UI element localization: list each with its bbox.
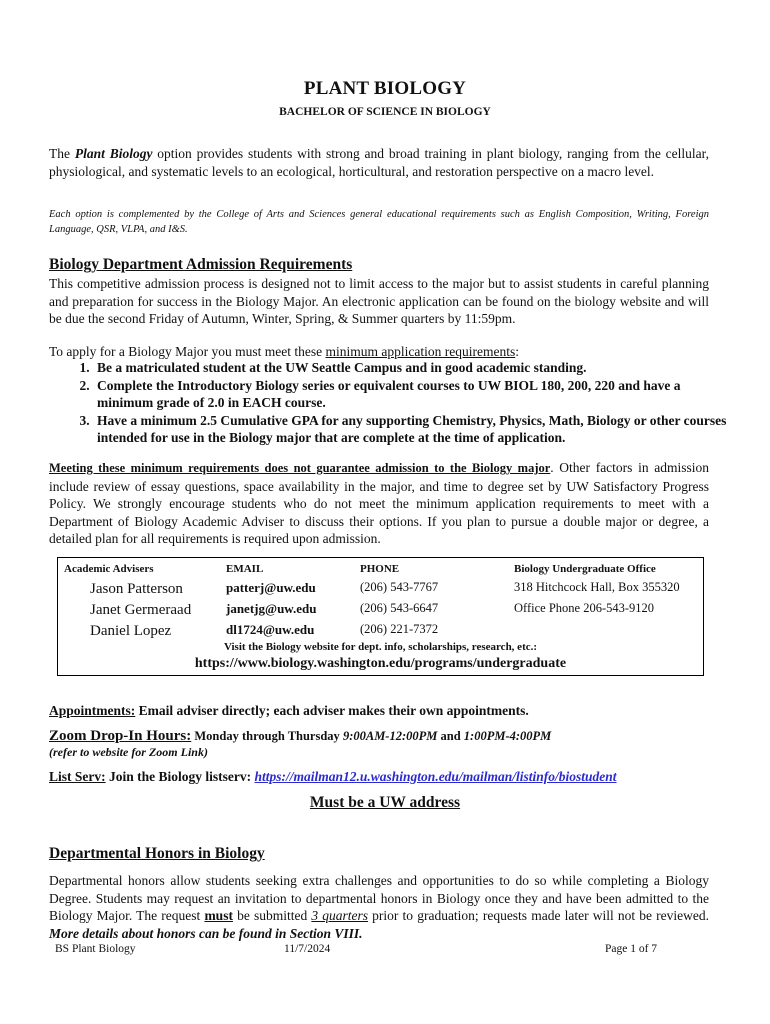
admission-heading: Biology Department Admission Requirements: [49, 256, 353, 273]
office-phone: Office Phone 206-543-9120: [514, 601, 655, 615]
listserv-label: List Serv:: [49, 769, 106, 784]
office-address: 318 Hitchcock Hall, Box 355320: [514, 580, 680, 594]
listserv-line: List Serv: Join the Biology listserv: https://mailman12.u.washington.edu/mailman/listinfo/biostudent: [49, 769, 617, 784]
footer-page-number: Page 1 of 7: [605, 943, 658, 955]
zoom-note: (refer to website for Zoom Link): [49, 745, 208, 759]
adviser-email[interactable]: dl1724@uw.edu: [226, 622, 315, 637]
adviser-phone: (206) 543-6647: [360, 601, 439, 615]
footer-date: 11/7/2024: [284, 943, 331, 955]
adviser-name: Janet Germeraad: [90, 602, 192, 618]
list-item: 2. Complete the Introductory Biology series or equivalent courses to UW BIOL 180, 200, 220 and have a minimum grade of 2.0 in EACH course.: [93, 377, 733, 412]
no-guarantee-notice: Meeting these minimum requirements does not guarantee admission to the Biology major: [49, 461, 551, 475]
requirements-list: [49, 359, 733, 447]
biology-website-link[interactable]: https://www.biology.washington.edu/programs/undergraduate: [194, 656, 567, 671]
adviser-name: Daniel Lopez: [90, 623, 172, 639]
quarters-emphasis: 3 quarters: [311, 908, 369, 923]
zoom-label: Zoom Drop-In Hours:: [49, 728, 192, 744]
gen-ed-note: Each option is complemented by the College of Arts and Sciences general educational requirements such as English Composition, Writing, Foreign Language, QSR, VLPA, and I&S.: [49, 209, 709, 235]
intro-paragraph: The Plant Biology option provides students with strong and broad training in plant biology, ranging from the cellular, physiological, and systematic levels to an ecological, horticultural, and restoration perspective on a macro level.: [49, 146, 709, 179]
phone-header: PHONE: [360, 563, 400, 575]
adviser-phone: (206) 543-7767: [360, 580, 439, 594]
page-subtitle: BACHELOR OF SCIENCE IN BIOLOGY: [279, 106, 491, 118]
zoom-morning-hours: 9:00AM-12:00PM: [342, 729, 438, 743]
list-item: 1. Be a matriculated student at the UW Seattle Campus and in good academic standing.: [93, 359, 733, 377]
email-header: EMAIL: [226, 563, 264, 575]
adviser-email[interactable]: patterj@uw.edu: [226, 580, 316, 595]
advisers-table: [57, 557, 704, 676]
listserv-link[interactable]: https://mailman12.u.washington.edu/mailman/listinfo/biostudent: [254, 769, 617, 784]
apply-intro: To apply for a Biology Major you must meet these minimum application requirements:: [49, 344, 519, 359]
page-title: PLANT BIOLOGY: [303, 78, 467, 99]
honors-paragraph: Departmental honors allow students seeking extra challenges and opportunities to do so while completing a Biology Degree. Students may request an invitation to departmental honors in Biology once they and have been admitted to the Biology Major. The request must be submitted 3 quarters prior to graduation; requests made later will not be reviewed. More details about honors can be found in Section VIII.: [49, 873, 709, 941]
adviser-email[interactable]: janetjg@uw.edu: [226, 601, 317, 616]
min-requirements-link[interactable]: minimum application requirements: [325, 344, 516, 359]
footer-doc-name: BS Plant Biology: [55, 943, 136, 955]
honors-more-details: More details about honors can be found in Section VIII.: [49, 925, 363, 941]
office-header: Biology Undergraduate Office: [514, 563, 656, 575]
list-item: 3. Have a minimum 2.5 Cumulative GPA for any supporting Chemistry, Physics, Math, Biology or other courses intended for use in the Biology major that are complete at the time of application.: [93, 412, 733, 447]
meeting-paragraph: Meeting these minimum requirements does not guarantee admission to the Biology major. Other factors in admission include review of essay questions, space availability in the major, and time to degree set by UW Satisfactory Progress Policy. We strongly encourage students who do not meet the minimum application requirements to meet with a Department of Biology Academic Adviser to discuss their options. If you plan to pursue a double major or degree, a detailed plan for all requirements is required upon admission.: [49, 460, 709, 546]
option-name: Plant Biology: [74, 146, 153, 161]
admission-paragraph: This competitive admission process is designed not to limit access to the major but to assist students in careful planning and preparation for success in the Biology Major. An electronic application can be found on the biology website and will be due the second Friday of Autumn, Winter, Spring, & Summer quarters by 11:59pm.: [49, 276, 709, 326]
must-emphasis: must: [204, 908, 233, 923]
adviser-phone: (206) 221-7372: [360, 622, 439, 636]
zoom-afternoon-hours: 1:00PM-4:00PM: [463, 729, 552, 743]
advisers-header: Academic Advisers: [64, 563, 154, 575]
adviser-name: Jason Patterson: [90, 581, 183, 597]
zoom-line: Zoom Drop-In Hours: Monday through Thursday 9:00AM-12:00PM and 1:00PM-4:00PM: [49, 728, 552, 744]
uw-address-requirement: Must be a UW address: [309, 794, 461, 811]
appointments-line: Appointments: Email adviser directly; each adviser makes their own appointments.: [49, 703, 529, 718]
visit-website-text: Visit the Biology website for dept. info, scholarships, research, etc.:: [223, 641, 538, 653]
honors-heading: Departmental Honors in Biology: [49, 845, 265, 862]
appointments-label: Appointments:: [49, 703, 136, 718]
